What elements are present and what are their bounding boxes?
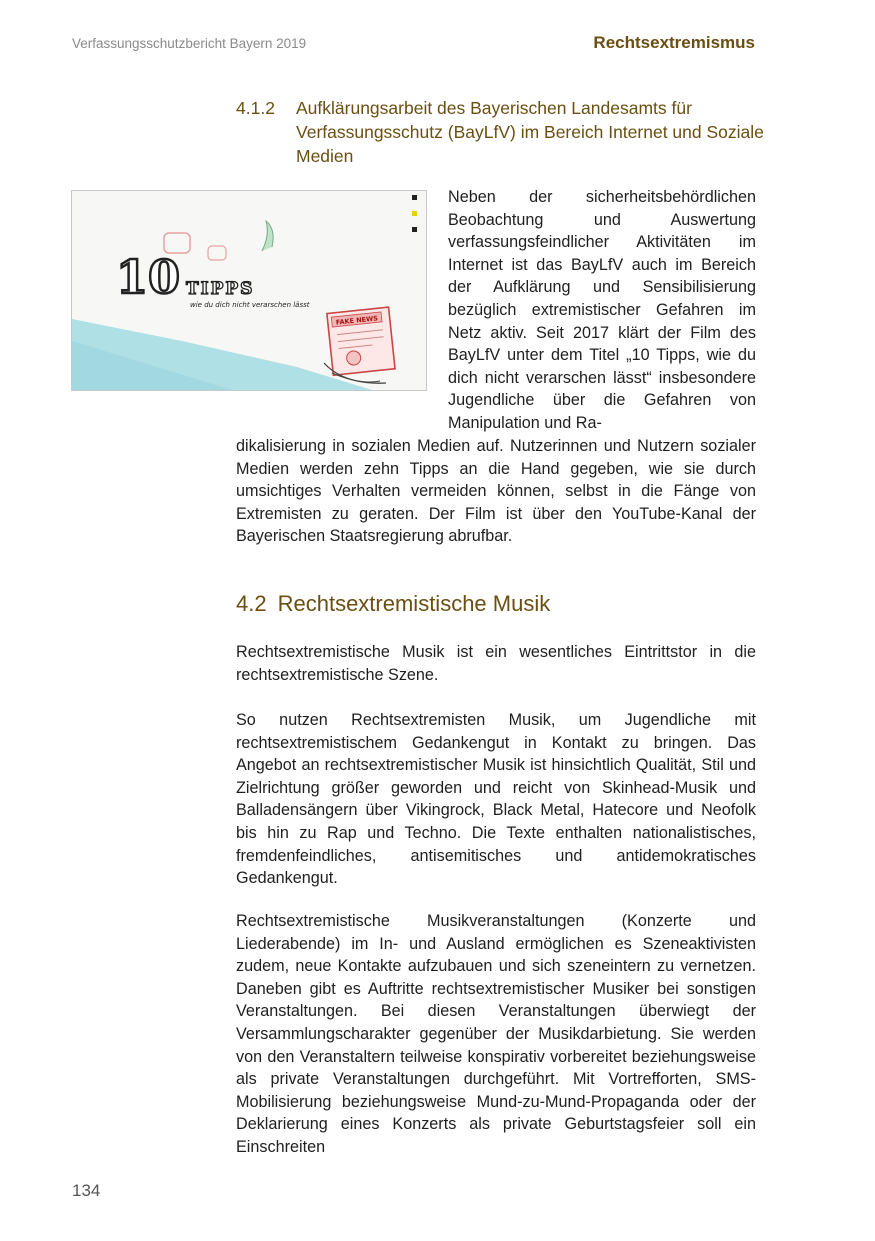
section-heading <box>236 591 550 617</box>
video-still-image <box>71 190 427 391</box>
figure-sign-text: FAKE NEWS <box>335 314 379 327</box>
section-title: Rechtsextremistische Musik <box>277 591 551 616</box>
running-header-chapter-title: Rechtsextremismus <box>593 33 755 52</box>
section-number: 4.2 <box>236 591 267 616</box>
intro-continued-paragraph: dikalisierung in sozialen Medien auf. Nutzerinnen und Nutzern sozialer Medien werden zehn Tipps an die Hand gegeben, wie sie durch umsichtiges Verhalten vermeiden können, selbst in die Fänge von Extremisten zu geraten. Der Film ist über den YouTube-Kanal der Bayerischen Staatsregierung abrufbar. <box>236 437 756 546</box>
figure-subline: wie du dich nicht verarschen lässt <box>190 301 310 309</box>
figure-big-number: 10 <box>116 250 181 304</box>
page-number: 134 <box>72 1181 101 1200</box>
video-still-illustration <box>72 191 426 390</box>
music-paragraph-2: So nutzen Rechtsextremisten Musik, um Jugendliche mit rechtsextremistischem Gedankengut in Kontakt zu bringen. Das Angebot an rechtsextremistischer Musik ist hinsichtlich Qualität, Stil und Zielrichtung größer geworden und reicht von Skinhead-Musik und Balladensängern über Vikingrock, Black Metal, Hatecore und Neofolk bis hin zu Rap und Techno. Die Texte enthalten nationalistisches, fremdenfeindliches, antisemitisches und antidemokratisches Gedankengut. <box>236 711 756 888</box>
intro-wrapped-paragraph: Neben der sicherheitsbehördlichen Beobachtung und Auswertung verfassungsfeindlicher Aktivitäten im Internet ist das BayLfV auch im Bereich der Aufklärung und Sensibilisierung bezüglich extremistischer Gefahren im Netz aktiv. Seit 2017 klärt der Film des BayLfV unter dem Titel „10 Tipps, wie du dich nicht verarschen lässt“ insbesondere Jugendliche über die Gefahren von Manipulation und Ra- <box>448 188 756 432</box>
figure-headline: TIPPS <box>186 279 255 299</box>
running-header-report-title: Verfassungsschutzbericht Bayern 2019 <box>72 36 307 51</box>
subsection-number: 4.1.2 <box>236 98 275 118</box>
music-paragraph-1: Rechtsextremistische Musik ist ein wesentliches Eintrittstor in die rechtsextremistische Szene. <box>236 643 756 684</box>
subsection-title: Aufklärungsarbeit des Bayerischen Landesamts für Verfassungsschutz (BayLfV) im Bereich Internet und Soziale Medien <box>296 98 764 166</box>
music-paragraph-3: Rechtsextremistische Musikveranstaltungen (Konzerte und Liederabende) im In- und Ausland ermöglichen es Szeneaktivisten zudem, neue Kontakte aufzubauen und sich szeneintern zu vernetzen. Daneben gibt es Auftritte rechtsextremistischer Musiker bei sonstigen Veranstaltungen. Bei diesen Veranstaltungen überwiegt der Versammlungscharakter gegenüber der Musikdarbietung. Sie werden von den Veranstaltern teilweise konspirativ vorbereitet beziehungsweise als private Veranstaltungen durchgeführt. Mit Vortrefforten, SMS-Mobilisierung beziehungsweise Mund-zu-Mund-Propaganda oder der Deklarierung eines Konzerts als private Geburtstagsfeier soll ein Einschreiten <box>236 912 756 1156</box>
